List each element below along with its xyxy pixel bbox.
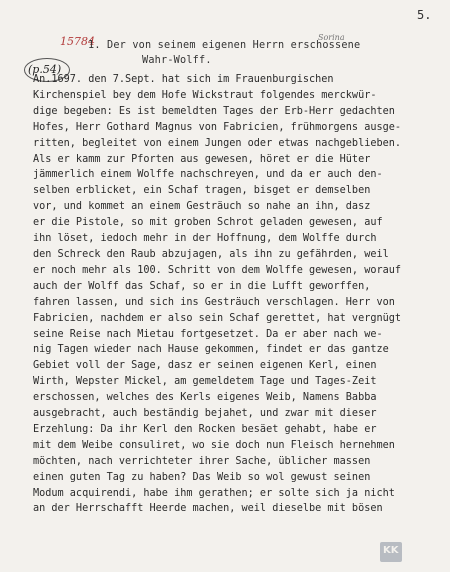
body-line: Fabricien, nachdem er also sein Schaf gerettet, hat vergnügt xyxy=(33,312,402,324)
document-body xyxy=(33,72,433,517)
body-line: Erzehlung: Da ihr Kerl den Rocken besäet gehabt, habe er xyxy=(33,423,377,435)
body-line: erschossen, welches des Kerls eigenes Weib, Namens Babba xyxy=(33,392,377,404)
body-line: mit dem Weibe consuliret, wo sie doch nun Fleisch hernehmen xyxy=(33,439,395,451)
page-number: 5. xyxy=(417,8,432,22)
body-line: Wirth, Wepster Mickel, am gemeldetem Tage und Tages-Zeit xyxy=(33,376,377,388)
body-line: An.1697. den 7.Sept. hat sich im Frauenburgischen xyxy=(33,74,334,85)
document-title-line-1: 1. Der von seinem eigenen Herrn erschossene xyxy=(88,40,361,51)
body-line: er die Pistole, so mit groben Schrot geladen gewesen, auf xyxy=(33,217,383,229)
body-line: einen guten Tag zu haben? Das Weib so wol gewust seinen xyxy=(33,471,371,483)
body-line: er noch mehr als 100. Schritt von dem Wolffe gewesen, worauf xyxy=(33,264,402,276)
body-line: den Schreck den Raub abzujagen, als ihn zu gefährden, weil xyxy=(33,248,389,260)
document-title-line-2: Wahr-Wolff. xyxy=(142,55,212,66)
body-line: an der Herrschafft Heerde machen, weil dieselbe mit bösen xyxy=(33,503,383,515)
page-reference: (p.54) xyxy=(28,63,62,76)
body-line: seine Reise nach Mietau fortgesetzet. Da er aber nach we- xyxy=(33,328,383,340)
body-line: Hofes, Herr Gothard Magnus von Fabricien, frühmorgens ausge- xyxy=(33,121,402,133)
body-line: ihn löset, iedoch mehr in der Hoffnung, dem Wolffe durch xyxy=(33,233,377,245)
body-line: Kirchenspiel bey dem Hofe Wickstraut folgendes merckwür- xyxy=(33,89,377,101)
body-line: ritten, begleitet von einem Jungen oder etwas nachgeblieben. xyxy=(33,137,402,149)
archive-logo-icon: KK xyxy=(380,542,402,562)
body-line: nig Tagen wieder nach Hause gekommen, findet er das gantze xyxy=(33,344,389,356)
body-line: selben erblicket, ein Schaf tragen, bisget er demselben xyxy=(33,185,371,197)
body-line: Modum acquirendi, habe ihm gerathen; er solte sich ja nicht xyxy=(33,487,395,499)
body-line: möchten, nach verrichteter ihrer Sache, üblicher massen xyxy=(33,455,371,467)
body-line: ausgebracht, auch beständig bejahet, und zwar mit dieser xyxy=(33,408,377,420)
body-line: jämmerlich einem Wolffe nachschreyen, und da er auch den- xyxy=(33,169,383,181)
body-line: dige begeben: Es ist bemeldten Tages der Erb-Herr gedachten xyxy=(33,105,395,117)
body-line: Als er kamm zur Pforten aus gewesen, höret er die Hüter xyxy=(33,153,371,165)
body-line: vor, und kommet an einem Gesträuch so nahe an ihn, dasz xyxy=(33,201,371,213)
body-line: Gebiet voll der Sage, dasz er seinen eigenen Kerl, einen xyxy=(33,360,377,372)
margin-note: Sorina xyxy=(318,33,345,42)
body-line: auch der Wolff das Schaf, so er in die Lufft geworffen, xyxy=(33,280,371,292)
body-line: fahren lassen, und sich ins Gesträuch verschlagen. Herr von xyxy=(33,296,395,308)
archive-reference-number: 15784 xyxy=(60,35,95,48)
